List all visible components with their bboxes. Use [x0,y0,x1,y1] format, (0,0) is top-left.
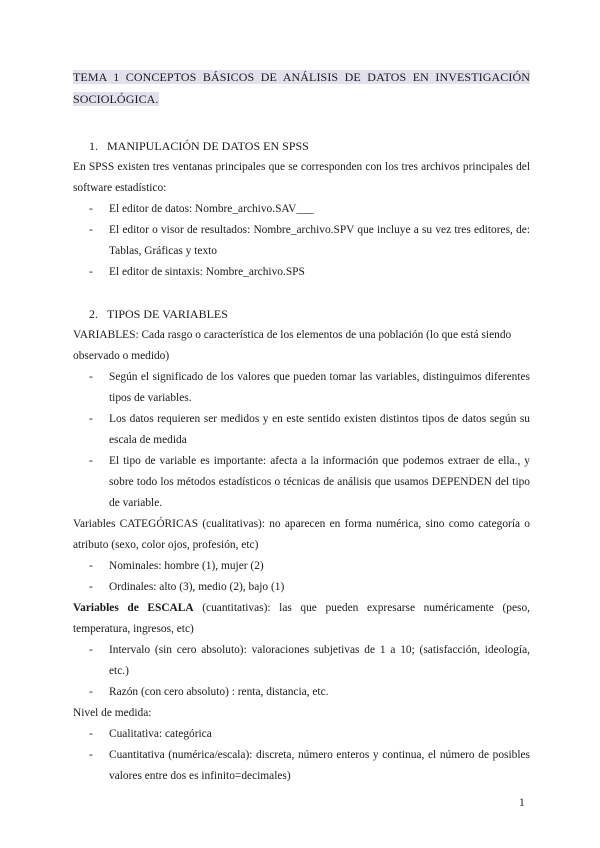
scale-paragraph: Variables de ESCALA (cuantitativas): las que pueden expresarse numéricamente (peso, temperatura, ingresos, etc) [73,602,530,635]
section-number: 1. [89,139,98,153]
section-title: MANIPULACIÓN DE DATOS EN SPSS [107,139,309,153]
list-item: - Nominales: hombre (1), mujer (2) [73,556,530,577]
dash-marker: - [89,686,93,698]
list-item: - Cuantitativa (numérica/escala): discreta, número enteros y continua, el número de posibles valores entre dos es infinito=decimales) [73,745,530,787]
list-item: - Los datos requieren ser medidos y en este sentido existen distintos tipos de datos según su escala de medida [73,409,530,451]
bullet-list [73,199,530,283]
list-item: - El editor de datos: Nombre_archivo.SAV___ [73,199,530,220]
bullet-list [73,640,530,703]
section-heading-1 [73,136,530,157]
document-title-block [73,67,530,111]
document-title: TEMA 1 CONCEPTOS BÁSICOS DE ANÁLISIS DE DATOS EN INVESTIGACIÓN SOCIOLÓGICA. [73,70,530,106]
list-item: - El editor de sintaxis: Nombre_archivo.SPS [73,262,530,283]
dash-marker: - [89,224,93,236]
dash-marker: - [89,581,93,593]
level-label: Nivel de medida: [73,707,152,719]
dash-marker: - [89,749,93,761]
dash-marker: - [89,371,93,383]
list-item: - El editor o visor de resultados: Nombre_archivo.SPV que incluye a su vez tres editores, de: Tablas, Gráficas y texto [73,220,530,262]
categorical-paragraph: Variables CATEGÓRICAS (cualitativas): no aparecen en forma numérica, sino como categoría o atributo (sexo, color ojos, profesión, etc) [73,518,530,551]
bullet-list [73,367,530,514]
dash-marker: - [89,455,93,467]
list-item: - El tipo de variable es importante: afecta a la información que podemos extraer de ella., y sobre todo los métodos estadísticos o técnicas de análisis que usamos DEPENDEN del tipo de variable. [73,451,530,514]
bullet-list [73,724,530,787]
list-item: - Razón (con cero absoluto) : renta, distancia, etc. [73,682,530,703]
bullet-list [73,556,530,598]
section-number: 2. [89,307,98,321]
page-number: 1 [519,797,525,809]
list-item: - Cualitativa: categórica [73,724,530,745]
list-item: - Intervalo (sin cero absoluto): valoraciones subjetivas de 1 a 10; (satisfacción, ideología, etc.) [73,640,530,682]
definition-paragraph: VARIABLES: Cada rasgo o característica de los elementos de una población (lo que está siendo observado o medido) [73,329,512,362]
section-title: TIPOS DE VARIABLES [107,307,228,321]
dash-marker: - [89,266,93,278]
dash-marker: - [89,644,93,656]
section-heading-2 [73,304,530,325]
bold-term: Variables de ESCALA [73,602,194,614]
dash-marker: - [89,203,93,215]
list-item: - Según el significado de los valores que pueden tomar las variables, distinguimos diferentes tipos de variables. [73,367,530,409]
document-page [73,67,530,787]
dash-marker: - [89,413,93,425]
dash-marker: - [89,560,93,572]
dash-marker: - [89,728,93,740]
paragraph: En SPSS existen tres ventanas principales que se corresponden con los tres archivos principales del software estadístico: [73,161,530,194]
list-item: - Ordinales: alto (3), medio (2), bajo (1) [73,577,530,598]
